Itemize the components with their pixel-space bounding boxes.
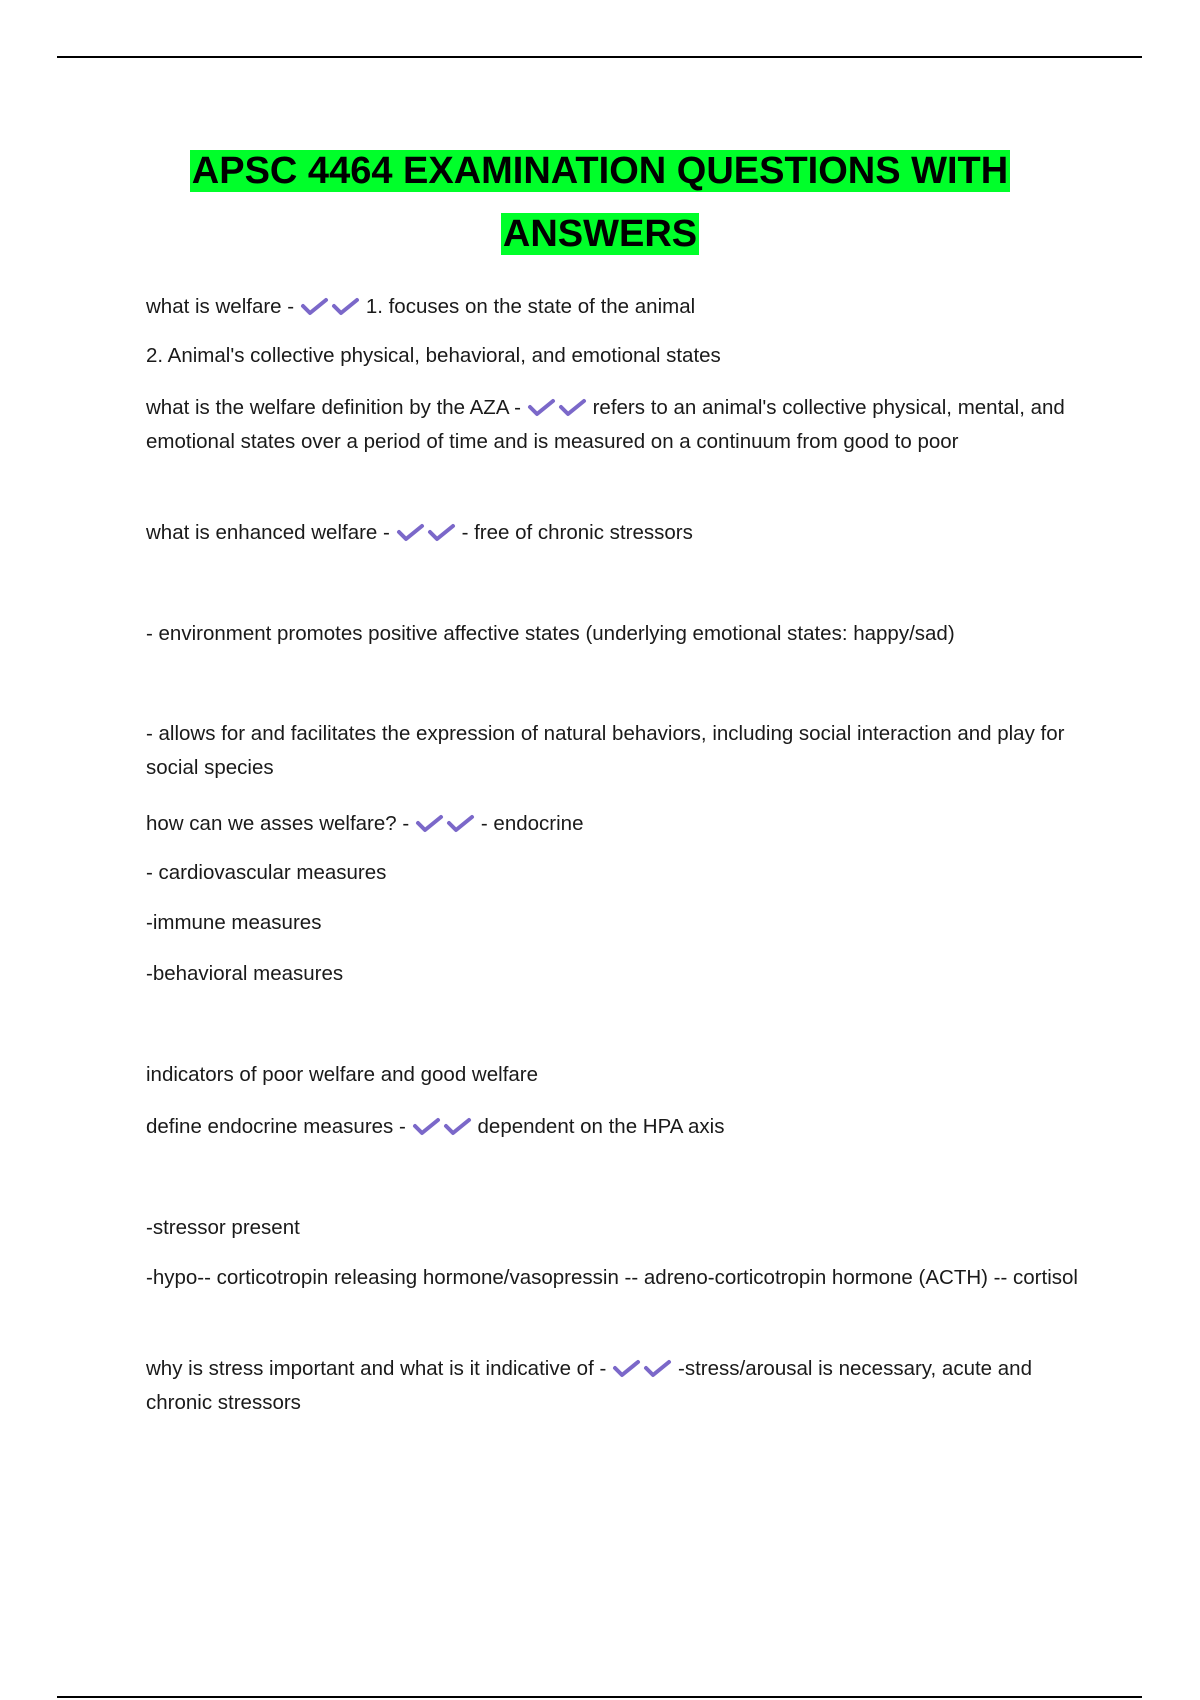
answer-text: refers to an animal's collective physical, mental, and emotional states over a period of time and is measured on a continuum from good to poor (146, 396, 1065, 453)
double-checkmark-icon (412, 1116, 472, 1136)
double-checkmark-icon (527, 397, 587, 417)
qa-entry (146, 1352, 1086, 1420)
document-title (0, 140, 1200, 266)
answer-text: dependent on the HPA axis (477, 1115, 725, 1138)
text-line: - cardiovascular measures (146, 861, 387, 884)
question-text: what is welfare - (146, 295, 300, 318)
question-text: what is enhanced welfare - (146, 521, 396, 544)
double-checkmark-icon (396, 522, 456, 542)
text-line: -immune measures (146, 911, 322, 934)
answer-text: -stress/arousal is necessary, acute and chronic stressors (146, 1357, 1032, 1414)
qa-entry (146, 807, 1086, 841)
answer-text: - endocrine (480, 812, 584, 835)
text-line: - allows for and facilitates the expression of natural behaviors, including social interaction and play for social species (146, 722, 1065, 779)
answer-text: 1. focuses on the state of the animal (365, 295, 696, 318)
question-text: why is stress important and what is it indicative of - (146, 1357, 612, 1380)
text-line: indicators of poor welfare and good welfare (146, 1063, 539, 1086)
qa-entry (146, 516, 1086, 550)
qa-entry (146, 1110, 1086, 1144)
text-line: -stressor present (146, 1216, 300, 1239)
text-line: -behavioral measures (146, 962, 344, 985)
qa-entry (146, 290, 1086, 324)
qa-entry (146, 391, 1086, 459)
question-text: define endocrine measures - (146, 1115, 412, 1138)
double-checkmark-icon (300, 296, 360, 316)
title-line-1: APSC 4464 EXAMINATION QUESTIONS WITH (191, 150, 1009, 192)
double-checkmark-icon (415, 813, 475, 833)
title-line-2: ANSWERS (502, 213, 698, 255)
question-text: how can we asses welfare? - (146, 812, 415, 835)
top-rule (57, 56, 1142, 58)
question-text: what is the welfare definition by the AZA - (146, 396, 527, 419)
answer-text: - free of chronic stressors (461, 521, 693, 544)
bottom-rule (57, 1696, 1142, 1698)
text-line: - environment promotes positive affective states (underlying emotional states: happy/sad) (146, 622, 955, 645)
double-checkmark-icon (612, 1358, 672, 1378)
text-line: -hypo-- corticotropin releasing hormone/vasopressin -- adreno-corticotropin hormone (ACTH) -- cortisol (146, 1266, 1078, 1289)
text-line: 2. Animal's collective physical, behavioral, and emotional states (146, 344, 721, 367)
